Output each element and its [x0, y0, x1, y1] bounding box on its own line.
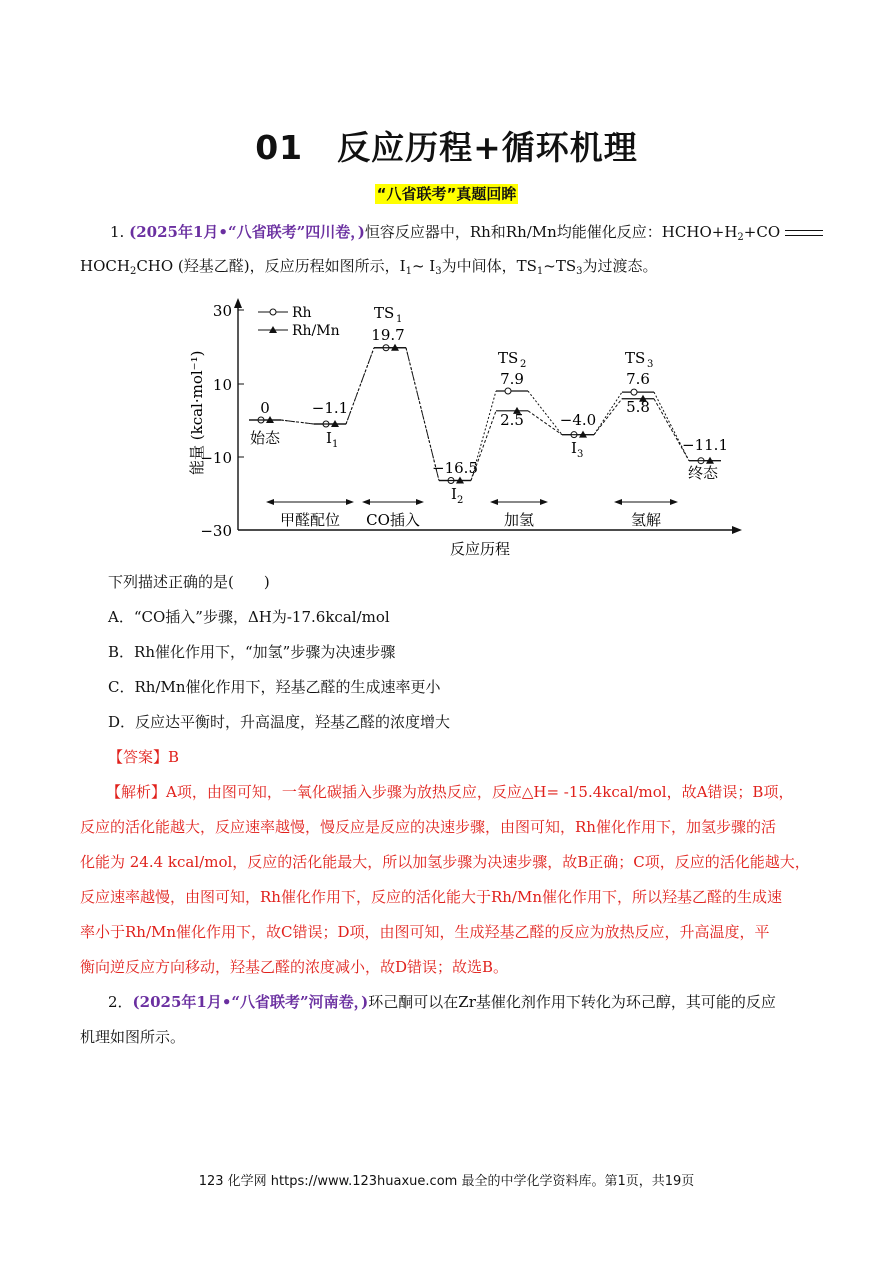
q1-ts3-sub: 3 [576, 266, 583, 277]
q1-i1-sub: 1 [405, 266, 412, 277]
rh-point [505, 388, 511, 394]
arrow-left-icon [362, 499, 370, 505]
arrow-right-icon [416, 499, 424, 505]
legend-rhmn: Rh/Mn [292, 323, 340, 339]
energy-profile-chart [180, 290, 750, 565]
q1-analysis-line: 反应速率越慢，由图可知，Rh催化作用下，反应的活化能大于Rh/Mn催化作用下，所以羟基乙醛的生成速 [80, 888, 782, 906]
state-label-i3: I [571, 439, 577, 457]
state-label-start: 始态 [249, 429, 281, 447]
q1-analysis-line: 【解析】A项，由图可知，一氧化碳插入步骤为放热反应，反应△H= -15.4kcal/mol，故A错误；B项， [106, 783, 794, 801]
value-label: 19.7 [371, 326, 405, 344]
page-footer: 123 化学网 https://www.123huaxue.com 最全的中学化学资料库。第1页，共19页 [198, 1174, 695, 1189]
y-tick-label: −10 [200, 449, 232, 467]
value-label: −11.1 [682, 436, 728, 454]
y-tick-label: −30 [200, 522, 232, 540]
q2-line1 [108, 991, 776, 1013]
value-label: 7.6 [626, 370, 650, 388]
arrow-left-icon [266, 499, 274, 505]
state-label-ts3-sub: 3 [647, 359, 654, 370]
value-label: 5.8 [626, 398, 650, 416]
q2-line2: 机理如图所示。 [80, 1028, 186, 1046]
step-label: 氢解 [630, 511, 662, 529]
state-label-i1: I [326, 429, 332, 447]
q1-line2-sub: 2 [129, 266, 137, 277]
connector-line [528, 391, 562, 435]
q1-source: (2025年1月•“八省联考”四川卷，) [129, 223, 365, 241]
q1-answer: 【答案】B [108, 748, 180, 766]
q2-source: (2025年1月•“八省联考”河南卷，) [132, 993, 369, 1011]
step-label: 甲醛配位 [279, 511, 341, 529]
x-axis-arrow-icon [732, 526, 742, 534]
q1-tilde2: ~TS [543, 257, 577, 275]
state-label-ts1-sub: 1 [396, 314, 403, 325]
y-axis-arrow-icon [234, 298, 242, 308]
q1-option-b: B．Rh催化作用下，“加氢”步骤为决速步骤 [108, 643, 396, 661]
state-label-i2-sub: 2 [457, 495, 464, 506]
q1-line1 [110, 221, 823, 249]
connector-line [594, 392, 622, 435]
q1-line2-d: 为过渡态。 [582, 257, 658, 275]
state-label-ts3: TS [625, 349, 646, 367]
y-axis-label: 能量 (kcal·mol⁻¹) [188, 350, 206, 475]
q2-number: 2． [108, 993, 133, 1011]
state-label-i3-sub: 3 [577, 449, 584, 460]
q1-option-a: A．“CO插入”步骤，ΔH为-17.6kcal/mol [108, 608, 390, 626]
state-label-i2: I [451, 485, 457, 503]
step-arrows [266, 499, 678, 529]
state-label-ts2: TS [498, 349, 519, 367]
q1-ts1-sub: 1 [536, 266, 544, 277]
rh-point [631, 389, 637, 395]
q1-analysis-line: 衡向逆反应方向移动，羟基乙醛的浓度减小，故D错误；故选B。 [80, 958, 509, 976]
q1-stem-b: +CO [743, 223, 781, 241]
q1-i3-sub: 3 [435, 266, 442, 277]
step-label: CO插入 [366, 511, 420, 529]
q1-analysis-line: 率小于Rh/Mn催化作用下，故C错误；D项，由图可知，生成羟基乙醛的反应为放热反应，升高温度，平 [80, 923, 770, 941]
arrow-left-icon [614, 499, 622, 505]
equilibrium-arrow-icon [785, 228, 823, 238]
q1-line2-a: HOCH [80, 257, 130, 275]
arrow-right-icon [540, 499, 548, 505]
q1-tilde1: ~ I [411, 257, 436, 275]
arrow-right-icon [670, 499, 678, 505]
value-label: −16.5 [432, 459, 478, 477]
value-label: 0 [260, 399, 270, 417]
value-label: −1.1 [311, 399, 349, 417]
value-label: 2.5 [500, 411, 524, 429]
value-label: 7.9 [500, 370, 524, 388]
chart-legend [258, 305, 340, 339]
q2-text-a: 环己酮可以在Zr基催化剂作用下转化为环己醇，其可能的反应 [368, 993, 776, 1011]
x-axis-label: 反应历程 [449, 540, 511, 558]
q1-ask: 下列描述正确的是( ) [108, 573, 270, 591]
legend-rh: Rh [292, 305, 312, 321]
q1-analysis-line: 化能为 24.4 kcal/mol，反应的活化能最大，所以加氢步骤为决速步骤，故B正确；C项，反应的活化能越大， [80, 853, 810, 871]
subtitle-highlight: “八省联考”真题回眸 [376, 185, 517, 203]
step-label: 加氢 [503, 511, 535, 529]
q1-analysis-line: 反应的活化能越大，反应速率越慢，慢反应是反应的决速步骤，由图可知，Rh催化作用下，加氢步骤的活 [80, 818, 776, 836]
arrow-left-icon [490, 499, 498, 505]
q1-stem-a: 恒容反应器中，Rh和Rh/Mn均能催化反应：HCHO+H [364, 223, 738, 241]
state-label-ts1: TS [374, 304, 395, 322]
connector-line [594, 399, 622, 435]
arrow-right-icon [346, 499, 354, 505]
q1-number: 1. [110, 223, 125, 241]
section-subtitle [0, 183, 893, 204]
state-label-end: 终态 [687, 464, 719, 482]
connector-line [528, 411, 562, 435]
state-label-ts2-sub: 2 [520, 359, 527, 370]
legend-circle-icon [270, 309, 276, 315]
page-title: 01 反应历程+循环机理 [255, 128, 638, 167]
q1-line2-b: CHO (羟基乙醛)，反应历程如图所示，I [136, 257, 406, 275]
y-tick-label: 30 [212, 302, 232, 320]
q1-line2 [80, 255, 658, 283]
q1-option-d: D．反应达平衡时，升高温度，羟基乙醛的浓度增大 [108, 713, 451, 731]
q1-line2-c: 为中间体，TS [441, 257, 537, 275]
state-label-i1-sub: 1 [332, 439, 339, 450]
value-label: −4.0 [559, 411, 597, 429]
q1-h2-sub: 2 [737, 232, 744, 243]
q1-option-c: C．Rh/Mn催化作用下，羟基乙醛的生成速率更小 [108, 678, 441, 696]
y-tick-label: 10 [212, 376, 232, 394]
